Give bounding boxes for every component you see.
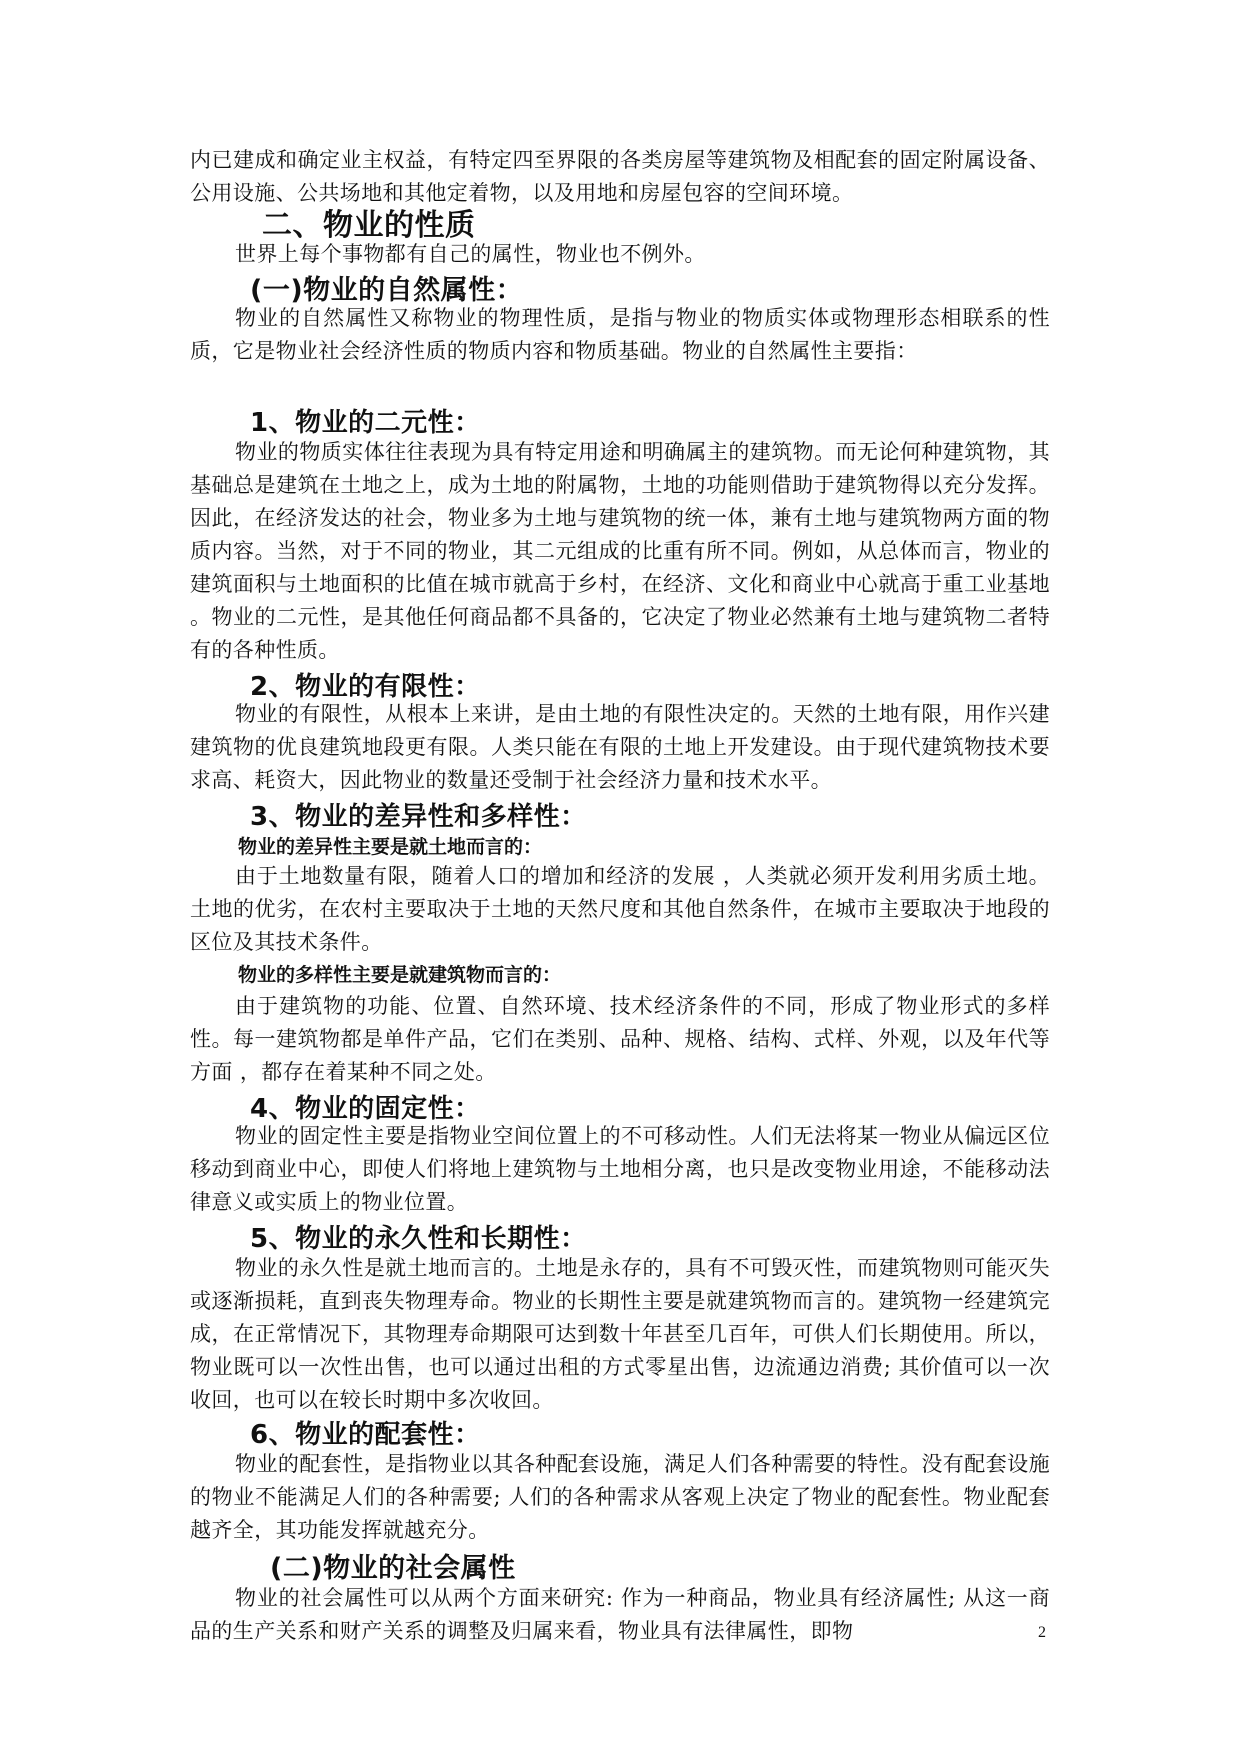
section-heading-property-nature: 二、物业的性质 xyxy=(262,208,476,243)
diversity-paragraph: 由于建筑物的功能、位置、自然环境、技术经济条件的不同，形成了物业形式的多样性。每一建筑物都是单件产品，它们在类别、品种、规格、结构、式样、外观，以及年代等方面 ，都存在着某种不同之处。 xyxy=(190,994,1050,1084)
intro-paragraph: 内已建成和确定业主权益，有特定四至界限的各类房屋等建筑物及相配套的固定附属设备、公用设施、公共场地和其他定着物，以及用地和房屋包容的空间环境。 xyxy=(190,148,1050,205)
fixity-paragraph: 物业的固定性主要是指物业空间位置上的不可移动性。人们无法将某一物业从偏远区位移动到商业中心，即使人们将地上建筑物与土地相分离，也只是改变物业用途，不能移动法律意义或实质上的物业位置。 xyxy=(190,1124,1050,1214)
heading-fixity: 4、物业的固定性： xyxy=(250,1094,481,1124)
difference-paragraph: 由于土地数量有限，随着人口的增加和经济的发展 ，人类就必须开发利用劣质土地。土地的优劣，在农村主要取决于土地的天然尺度和其他自然条件，在城市主要取决于地段的区位及其技术条件。 xyxy=(190,864,1050,954)
social-attributes-paragraph: 物业的社会属性可以从两个方面来研究: 作为一种商品，物业具有经济属性; 从这一商品的生产关系和财产关系的调整及归属来看，物业具有法律属性，即物 xyxy=(190,1586,1050,1643)
natural-attributes-paragraph: 物业的自然属性又称物业的物理性质，是指与物业的物质实体或物理形态相联系的性质，它是物业社会经济性质的物质内容和物质基础。物业的自然属性主要指： xyxy=(190,306,1050,363)
subheading-diversity: 物业的多样性主要是就建筑物而言的： xyxy=(238,964,562,986)
section-intro-paragraph: 世界上每个事物都有自己的属性，物业也不例外。 xyxy=(235,242,706,266)
heading-duality: 1、物业的二元性： xyxy=(250,408,481,438)
supporting-paragraph: 物业的配套性，是指物业以其各种配套设施，满足人们各种需要的特性。没有配套设施的物业不能满足人们的各种需要; 人们的各种需求从客观上决定了物业的配套性。物业配套越齐全，其功能发挥就越充分。 xyxy=(190,1452,1050,1542)
page-number: 2 xyxy=(1038,1624,1046,1641)
heading-social-attributes: (二)物业的社会属性 xyxy=(270,1553,516,1584)
heading-natural-attributes: (一)物业的自然属性： xyxy=(250,275,524,306)
heading-finiteness: 2、物业的有限性： xyxy=(250,672,481,702)
heading-diversity: 3、物业的差异性和多样性： xyxy=(250,802,587,832)
finiteness-paragraph: 物业的有限性，从根本上来讲，是由土地的有限性决定的。天然的土地有限，用作兴建 建筑物的优良建筑地段更有限。人类只能在有限的土地上开发建设。由于现代建筑物技术要求高、耗资大，因此物业的数量还受制于社会经济力量和技术水平。 xyxy=(190,702,1050,792)
heading-supporting: 6、物业的配套性： xyxy=(250,1420,481,1450)
duality-paragraph: 物业的物质实体往往表现为具有特定用途和明确属主的建筑物。而无论何种建筑物，其基础总是建筑在土地之上，成为土地的附属物，土地的功能则借助于建筑物得以充分发挥。因此，在经济发达的社会，物业多为土地与建筑物的统一体，兼有土地与建筑物两方面的物质内容。当然，对于不同的物业，其二元组成的比重有所不同。例如，从总体而言，物业的建筑面积与土地面积的比值在城市就高于乡村，在经济、文化和商业中心就高于重工业基地 。物业的二元性，是其他任何商品都不具备的，它决定了物业必然兼有土地与建筑物二者特有的各种性质。 xyxy=(190,440,1050,662)
permanence-paragraph: 物业的永久性是就土地而言的。土地是永存的，具有不可毁灭性，而建筑物则可能灭失或逐渐损耗，直到丧失物理寿命。物业的长期性主要是就建筑物而言的。建筑物一经建筑完成，在正常情况下，其物理寿命期限可达到数十年甚至几百年，可供人们长期使用。所以，物业既可以一次性出售，也可以通过出租的方式零星出售，边流通边消费; 其价值可以一次收回，也可以在较长时期中多次收回。 xyxy=(190,1256,1050,1412)
heading-permanence: 5、物业的永久性和长期性： xyxy=(250,1224,587,1254)
subheading-difference: 物业的差异性主要是就土地而言的： xyxy=(238,836,543,858)
